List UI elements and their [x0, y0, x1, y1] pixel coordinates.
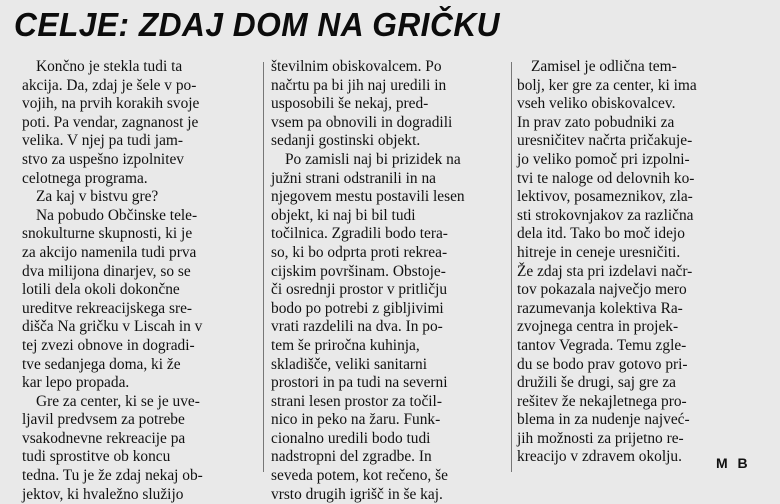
paragraph [22, 207, 254, 393]
text-line: skladišče, veliki sanitarni [271, 355, 428, 373]
headline: CELJE: ZDAJ DOM NA GRIČKU [14, 6, 501, 43]
text-line: jih možnosti za prijetno re- [517, 429, 684, 447]
text-line: tem še priročna kuhinja, [271, 336, 420, 354]
text-line: uresničitev načrta pričakuje- [517, 132, 693, 150]
text-line: sti strokovnjakov za različna [517, 206, 694, 224]
text-line: poti. Pa vendar, zagnanost je [22, 113, 199, 131]
text-line: lektivov, posameznikov, zla- [517, 188, 693, 206]
text-line: tvi te naloge od delovnih ko- [517, 169, 695, 187]
text-line: du se bodo prav gotovo pri- [517, 355, 688, 373]
text-line: velika. V njej pa tudi jam- [22, 132, 184, 150]
text-line: či osrednji prostor v pritličju [271, 281, 448, 299]
paragraph [271, 151, 503, 504]
text-line: tedna. Tu je že zdaj nekaj ob- [22, 467, 203, 485]
text-line: nadstropni del zgradbe. In [271, 448, 432, 466]
text-line: razumevanja kolektiva Ra- [517, 299, 683, 317]
text-line: južni strani odstranili in na [271, 169, 436, 187]
text-line: snokulturne skupnosti, ki je [22, 225, 193, 243]
text-line: kar lepo propada. [22, 374, 130, 392]
text-line: objekt, ki naj bi bil tudi [271, 206, 416, 224]
column-divider [263, 62, 264, 472]
text-line: dela itd. Tako bo moč idejo [517, 225, 685, 243]
text-line: tudi sprostitve ob koncu [22, 448, 171, 466]
text-line: zvojnega centra in projek- [517, 318, 679, 336]
paragraph [271, 58, 503, 151]
text-line: načrtu pa bi jih naj uredili in [271, 76, 447, 94]
author-signature: M B [716, 455, 751, 471]
text-line: prostori in pa tudi na severni [271, 374, 448, 392]
column-divider [511, 62, 512, 472]
text-line: tve sedanjega doma, ki že [22, 355, 181, 373]
text-line: za akcijo namenila tudi prva [22, 243, 197, 261]
text-line: strani lesen prostor za točil- [271, 392, 442, 410]
text-line: tantov Vegrada. Temu zgle- [517, 336, 687, 354]
text-line: Že zdaj sta pri izdelavi načr- [517, 262, 693, 280]
text-line: rešitev že nekajletnega pro- [517, 392, 687, 410]
paragraph [22, 188, 254, 207]
article-column-1 [22, 58, 254, 504]
text-line: seveda potem, kot rečeno, še [271, 467, 448, 485]
text-line: blema in za nudenje najveć- [517, 411, 690, 429]
text-line: akcija. Da, zdaj je šele v po- [22, 76, 197, 94]
text-line: Za kaj v bistvu gre? [36, 188, 159, 206]
text-line: dišča Na gričku v Liscah in v [22, 318, 203, 336]
text-line: sedanji gostinski objekt. [271, 132, 421, 150]
text-line: tov pokazala največjo mero [517, 281, 687, 299]
text-line: vojih, na prvih korakih svoje [22, 95, 200, 113]
text-line: stvo za uspešno izpolnitev [22, 150, 184, 168]
text-line: vsem pa obnovili in dogradili [271, 113, 453, 131]
paragraph [517, 58, 749, 467]
text-line: kreacijo v zdravem okolju. [517, 448, 682, 466]
text-line: ureditve rekreacijskega sre- [22, 299, 193, 317]
article-column-3 [517, 58, 749, 467]
article-column-2 [271, 58, 503, 504]
text-line: cijskim površinam. Obstoje- [271, 262, 446, 280]
text-line: In prav zato pobudniki za [517, 113, 675, 131]
text-line: celotnega programa. [22, 169, 148, 187]
text-line: lotili dela okoli dokončne [22, 281, 180, 299]
text-line: Končno je stekla tudi ta [36, 58, 183, 75]
text-line: jektov, ki hvaležno služijo [22, 485, 184, 503]
text-line: cionalno uredili bodo tudi [271, 429, 431, 447]
text-line: jo veliko pomoč pri izpolni- [517, 150, 690, 168]
text-line: dva milijona dinarjev, so se [22, 262, 191, 280]
text-line: ljavil predvsem za potrebe [22, 411, 185, 429]
text-line: nico in peko na žaru. Funk- [271, 411, 441, 429]
text-line: številnim obiskovalcem. Po [271, 58, 442, 75]
text-line: bodo po potrebi z gibljivimi [271, 299, 444, 317]
text-line: Na pobudo Občinske tele- [36, 206, 198, 224]
text-line: njegovem mestu postavili lesen [271, 188, 465, 206]
paragraph [22, 58, 254, 188]
text-line: hitreje in ceneje uresničiti. [517, 243, 681, 261]
text-line: Po zamisli naj bi prizidek na [285, 150, 461, 168]
text-line: so, ki bo odprta proti rekrea- [271, 243, 448, 261]
text-line: vrsto drugih igrišč in še kaj. [271, 485, 443, 503]
text-line: tej zvezi obnove in dogradi- [22, 336, 195, 354]
text-line: Gre za center, ki se je uve- [36, 392, 200, 410]
text-line: Zamisel je odlična tem- [531, 58, 677, 75]
text-line: vseh veliko obiskovalcev. [517, 95, 676, 113]
text-line: vsakodnevne rekreacije pa [22, 429, 186, 447]
text-line: družili še drugi, saj gre za [517, 374, 676, 392]
text-line: vrati razdelili na dva. In po- [271, 318, 443, 336]
text-line: točilnica. Zgradili bodo tera- [271, 225, 448, 243]
text-line: usposobili še nekaj, pred- [271, 95, 429, 113]
text-line: bolj, ker gre za center, ki ima [517, 76, 697, 94]
paragraph [22, 393, 254, 504]
